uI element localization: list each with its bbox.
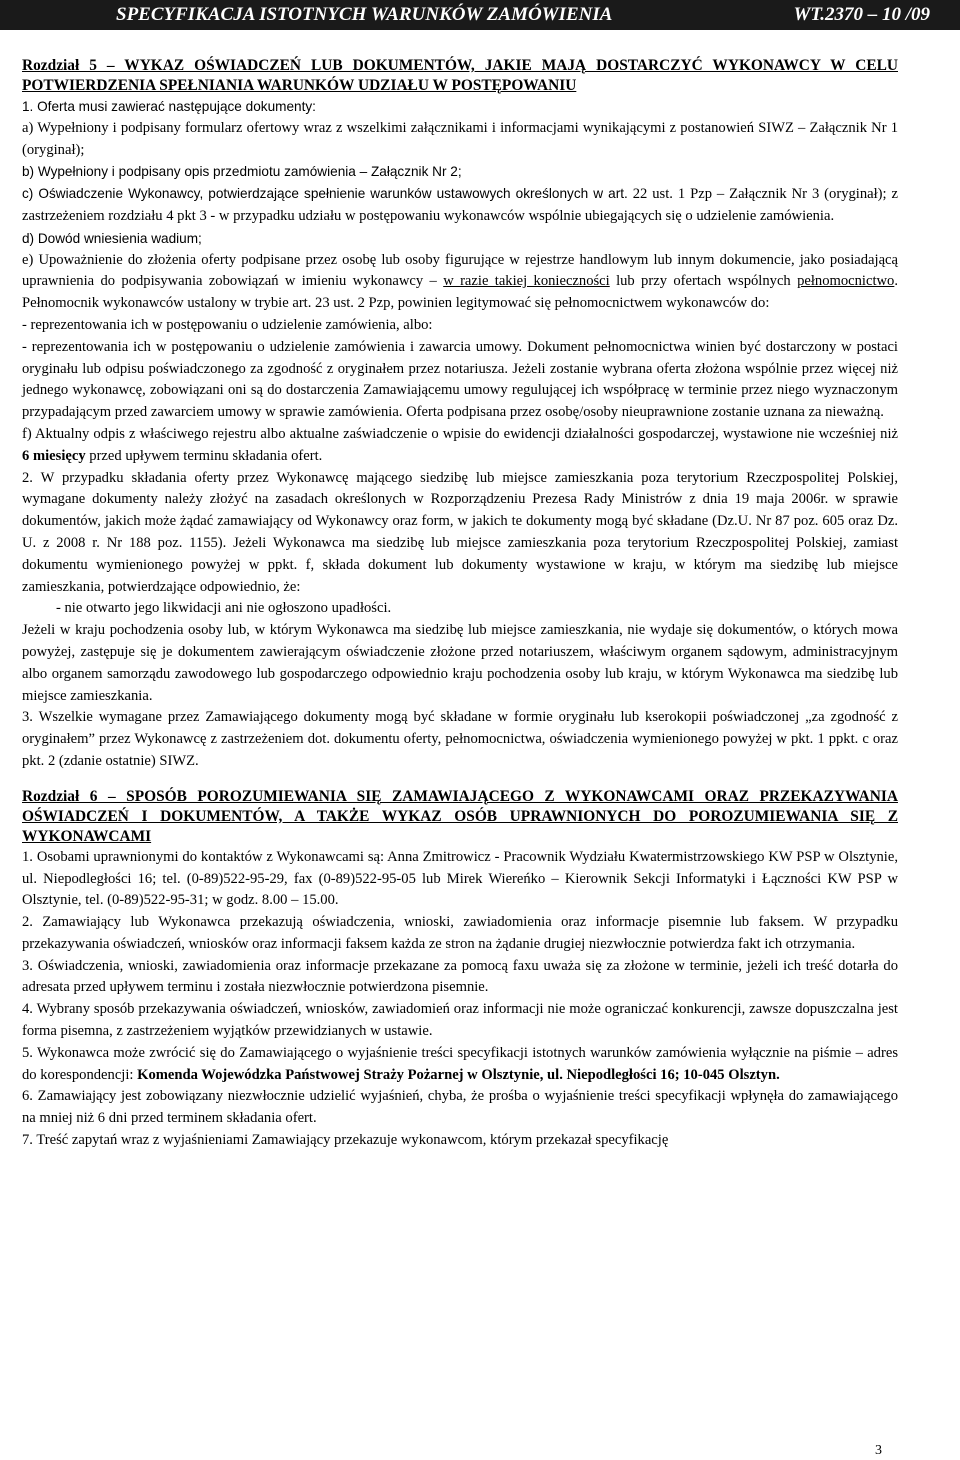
s6-paragraph-5-text: 5. Wykonawca może zwrócić się do Zamawiającego o wyjaśnienie treści specyfikacji istotnych warunków zamówienia wyłącznie na piśmie – adres do korespondencji: <box>22 1044 898 1083</box>
s5-item-e-underlined-1: w razie takiej konieczności <box>443 273 610 290</box>
s5-item-a: a) Wypełniony i podpisany formularz ofertowy wraz z wszelkimi załącznikami i informacjami wynikającymi z postanowień SIWZ – Załącznik Nr 1 (oryginał); <box>22 119 898 158</box>
s5-item-e-underlined-2: pełnomocnictwo <box>797 273 895 290</box>
s6-paragraph-6: 6. Zamawiający jest zobowiązany niezwłocznie udzielić wyjaśnień, chyba, że prośba o wyjaśnienie treści specyfikacji wpłynęła do zamawiającego na mniej niż 6 dni przed terminem składania ofert. <box>22 1088 898 1127</box>
page-body <box>22 56 898 1152</box>
s5-item-c <box>22 183 898 228</box>
page-number: 3 <box>875 1443 882 1458</box>
s5-item-e-text-2: lub przy ofertach wspólnych <box>609 273 798 290</box>
s6-paragraph-5-address: Komenda Wojewódzka Państwowej Straży Pożarnej w Olsztynie, ul. Niepodległości 16; 10-045 Olsztyn. <box>137 1066 780 1083</box>
s5-item-c-part2: 22 ust. 1 Pzp – Załącznik Nr 3 (oryginał); z zastrzeżeniem rozdziału 4 pkt 3 - w przypadku udziału w postępowaniu wykonawców wspólnie ubiegających się o udzielenie zamówienia. <box>22 186 898 224</box>
section-6-title: Rozdział 6 – SPOSÓB POROZUMIEWANIA SIĘ ZAMAWIAJĄCEGO Z WYKONAWCAMI ORAZ PRZEKAZYWANIA OŚWIADCZEŃ I DOKUMENTÓW, A TAKŻE WYKAZ OSÓB UPRAWNIONYCH DO POROZUMIEWANIA SIĘ Z WYKONAWCAMI <box>22 787 898 845</box>
s5-item-e-list-2: - reprezentowania ich w postępowaniu o udzielenie zamówienia i zawarcia umowy. Dokument pełnomocnictwa winien być dostarczony w postaci oryginału lub odpisu poświadczonego za zgodność z oryginałem przez notariusza. Jeżeli zostanie wybrana oferta złożona wspólnie przez więcej niż jednego wykonawcę, zobowiązani oni są do dostarczenia Zamawiającemu umowy regulującej ich współpracę w terminie przez niego wyznaczonym przypadającym przed zawarciem umowy w sprawie zamówienia. Oferta podpisana przez osobę/osoby nieuprawnione zostanie uznana za nieważną. <box>22 338 898 421</box>
s5-item-f-text-1: f) Aktualny odpis z właściwego rejestru albo aktualne zaświadczenie o wpisie do ewidencji działalności gospodarczej, wystawione nie wcześniej niż <box>22 425 898 442</box>
s5-paragraph-2: 2. W przypadku składania oferty przez Wykonawcę mającego siedzibę lub miejsce zamieszkania poza terytorium Rzeczpospolitej Polskiej, wymagane dokumenty należy złożyć na zasadach określonych w Rozporządzeniu Prezesa Rady Ministrów z dnia 19 maja 2006r. w sprawie dokumentów, jakich może żądać zamawiający od Wykonawcy oraz form, w jakich te dokumenty mogą być składane (Dz.U. Nr 87 poz. 605 oraz Dz. U. z 2008 r. Nr 188 poz. 1155). Jeżeli Wykonawca ma siedzibę lub miejsce zamieszkania poza terytorium Rzeczpospolitej Polskiej, zamiast dokumentu wymienionego powyżej w ppkt. f, składa dokument lub dokumenty wystawione w kraju, w którym ma siedzibę lub miejsce zamieszkania, potwierdzające odpowiednio, że: <box>22 469 898 595</box>
s6-paragraph-2: 2. Zamawiający lub Wykonawca przekazują oświadczenia, wnioski, zawiadomienia oraz informacje pisemnie lub faksem. W przypadku przekazywania oświadczeń, wniosków oraz informacji faksem każda ze stron na żądanie drugiej niezwłocznie potwierdza fakt ich otrzymania. <box>22 914 898 952</box>
s6-paragraph-3: 3. Oświadczenia, wnioski, zawiadomienia oraz informacje przekazane za pomocą faxu uważa się za złożone w terminie, jeżeli ich treść dotarła do adresata przed upływem terminu i została niezwłocznie potwierdzona pisemnie. <box>22 957 898 996</box>
s5-item-d: d) Dowód wniesienia wadium; <box>22 230 202 246</box>
document-reference: WT.2370 – 10 /09 <box>793 4 930 25</box>
s5-item-f-text-2: przed upływem terminu składania ofert. <box>85 447 323 464</box>
s5-item-e <box>22 250 898 315</box>
s5-paragraph-2-continued: Jeżeli w kraju pochodzenia osoby lub, w którym Wykonawca ma siedzibę lub miejsce zamieszkania, nie wydaje się dokumentów, o których mowa powyżej, zastępuje się je dokumentem zawierającym oświadczenie złożone przed notariuszem, właściwym organem sądowym, administracyjnym albo organem samorządu zawodowego lub gospodarczego odpowiednio kraju pochodzenia osoby lub kraju, w którym Wykonawca ma siedzibę lub miejsce zamieszkania. <box>22 622 898 704</box>
s5-item-f-bold: 6 miesięcy <box>22 447 86 464</box>
s5-item-b: b) Wypełniony i podpisany opis przedmiotu zamówienia – Załącznik Nr 2; <box>22 164 462 180</box>
s5-item-c-part1: c) Oświadczenie Wykonawcy, potwierdzające spełnienie warunków ustawowych określonych w art. <box>22 186 628 202</box>
document-header <box>0 0 960 30</box>
s5-paragraph-2-list: - nie otwarto jego likwidacji ani nie ogłoszono upadłości. <box>56 600 392 617</box>
s5-paragraph-3: 3. Wszelkie wymagane przez Zamawiającego dokumenty mogą być składane w formie oryginału lub kserokopii poświadczonej „za zgodność z oryginałem” przez Wykonawcę z zastrzeżeniem dot. dokumentu oferty, pełnomocnictwa, oświadczenia wymienionego powyżej w pkt. 1 ppkt. c oraz pkt. 2 (zdanie ostatnie) SIWZ. <box>22 709 898 769</box>
s5-item-f <box>22 424 898 468</box>
document-title: SPECYFIKACJA ISTOTNYCH WARUNKÓW ZAMÓWIENIA <box>116 4 613 25</box>
s6-paragraph-1: 1. Osobami uprawnionymi do kontaktów z Wykonawcami są: Anna Zmitrowicz - Pracownik Wydziału Kwatermistrzowskiego KW PSP w Olsztynie, ul. Niepodległości 16; tel. (0-89)522-95-29, fax (0-89)522-95-05 lub Mirek Wiereńko – Kierownik Sekcji Informatyki i Łączności KW PSP w Olsztynie, tel. (0-89)522-95-31; w godz. 8.00 – 15.00. <box>22 848 898 909</box>
s6-paragraph-4: 4. Wybrany sposób przekazywania oświadczeń, wniosków, zawiadomień oraz informacji nie może ograniczać konkurencji, zawsze dopuszczalna jest forma pisemna, z zastrzeżeniem wyjątków przewidzianych w ustawie. <box>22 1001 898 1040</box>
s6-paragraph-7: 7. Treść zapytań wraz z wyjaśnieniami Zamawiający przekazuje wykonawcom, którym przekazał specyfikację <box>22 1132 669 1149</box>
section-5-title: Rozdział 5 – WYKAZ OŚWIADCZEŃ LUB DOKUMENTÓW, JAKIE MAJĄ DOSTARCZYĆ WYKONAWCY W CELU POTWIERDZENIA SPEŁNIANIA WARUNKÓW UDZIAŁU W POSTĘPOWANIU <box>22 57 898 94</box>
s5-paragraph-1: 1. Oferta musi zawierać następujące dokumenty: <box>22 99 316 114</box>
s5-item-e-text-1: e) Upoważnienie do złożenia oferty podpisane przez osobę lub osoby figurujące w rejestrze handlowym lub innym dokumencie, jako posiadającą uprawnienia do podpisywania zobowiązań w imieniu wykonawcy – <box>22 251 898 290</box>
s5-item-e-list-1: - reprezentowania ich w postępowaniu o udzielenie zamówienia, albo: <box>22 316 433 333</box>
s6-paragraph-5 <box>22 1043 898 1087</box>
s5-item-e-text-3: . Pełnomocnik wykonawców ustalony w trybie art. 23 ust. 2 Pzp, powinien legitymować się pełnomocnictwem wykonawców do: <box>22 273 898 312</box>
